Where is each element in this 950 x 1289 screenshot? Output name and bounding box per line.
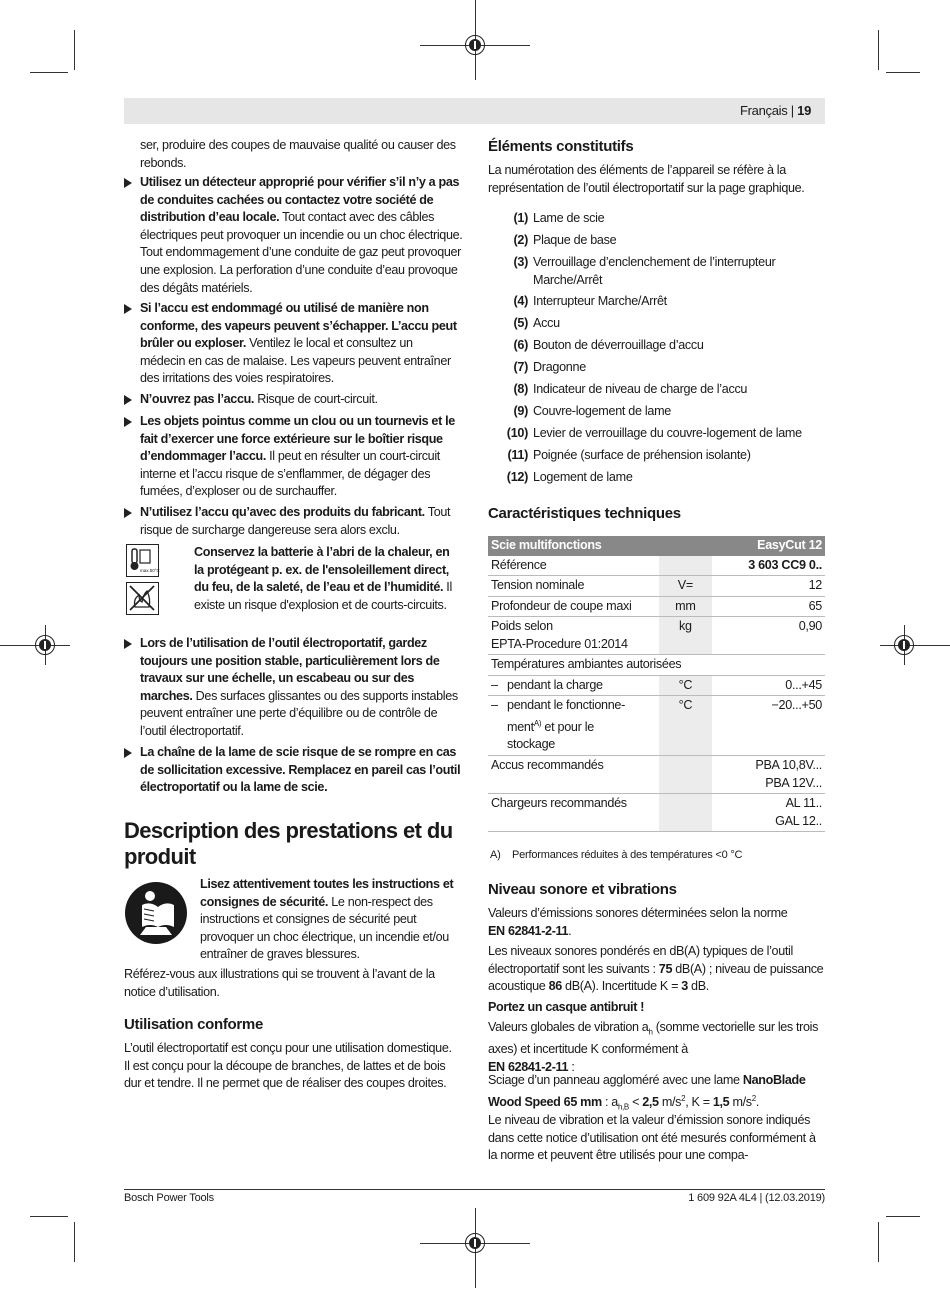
table-row: Référence 3 603 CC9 0..	[488, 556, 825, 576]
header-bar	[124, 98, 825, 124]
table-row: Poids selon EPTA-Procedure 01:2014 kg 0,90	[488, 617, 825, 655]
table-row: Températures ambiantes autorisées	[488, 655, 825, 676]
no-fire-water-icon	[126, 582, 159, 615]
bullet-arrow-icon	[124, 178, 132, 188]
tech-specs-table	[488, 536, 825, 832]
bullet-arrow-icon	[124, 508, 132, 518]
paragraph: Les niveaux sonores pondérés en dB(A) typiques de l’outil électroportatif sont les suivants : 75 dB(A) ; niveau de puissance acoustique 86 dB(A). Incertitude K = 3 dB.	[488, 944, 824, 994]
safety-bullet: La chaîne de la lame de scie risque de se rompre en cas de sollicitation excessive. Remplacez en pareil cas l’outil électroportatif ou la lame de scie.	[140, 745, 461, 795]
table-row: – pendant la charge °C 0...+45	[488, 675, 825, 696]
safety-bullet: Si l’accu est endommagé ou utilisé de manière non conforme, des vapeurs peuvent s’échapper. L’accu peut brûler ou exploser. Ventilez le local et consultez un médecin en cas de malaise. Les vapeurs peuvent entraîner des irritations des voies respiratoires.	[140, 301, 457, 386]
section-heading: Caractéristiques techniques	[488, 505, 681, 522]
read-manual-icon	[124, 881, 188, 945]
temperature-warning-icon	[126, 544, 159, 577]
safety-bullet: N’ouvrez pas l’accu. Risque de court-circuit.	[140, 392, 378, 406]
list-item: (9) Couvre-logement de lame	[513, 404, 672, 418]
bullet-arrow-icon	[124, 395, 132, 405]
crop-mark	[878, 1222, 879, 1262]
list-item: (10) Levier de verrouillage du couvre-logement de lame	[506, 426, 802, 440]
section-heading: Éléments constitutifs	[488, 138, 634, 155]
footer-brand: Bosch Power Tools	[124, 1192, 214, 1204]
crop-mark	[30, 1216, 68, 1217]
header-separator: |	[790, 103, 794, 118]
crop-mark	[886, 72, 920, 73]
continued-text: ser, produire des coupes de mauvaise qualité ou causer des rebonds.	[140, 138, 456, 170]
paragraph: La numérotation des éléments de l’appareil se réfère à la représentation de l’outil électroportatif sur la page graphique.	[488, 163, 805, 195]
header-language: Français	[740, 103, 788, 118]
crop-mark	[30, 72, 68, 73]
registration-target-icon	[35, 635, 55, 655]
bullet-arrow-icon	[124, 639, 132, 649]
safety-bullet: Lors de l’utilisation de l’outil électroportatif, gardez toujours une position stable, particulièrement lors de travaux sur une échelle, un escabeau ou sur des marches. Des surfaces glissantes ou des supports instables peuvent entraîner une perte d’équilibre ou de contrôle de l’outil électroportatif.	[140, 636, 458, 738]
paragraph: Portez un casque antibruit !	[488, 1000, 645, 1014]
safety-bullet: Les objets pointus comme un clou ou un tournevis et le fait d’exercer une force extérieure sur le boîtier risque d’endommager l’accu. Il peut en résulter un court-circuit interne et l’accu risque de s’enflammer, de dégager des fumées, d’exploser ou de surchauffer.	[140, 414, 455, 499]
registration-target-icon	[465, 1233, 485, 1253]
table-footnote: A) Performances réduites à des températures <0 °C	[490, 849, 743, 861]
list-item: (7) Dragonne	[513, 360, 586, 374]
page-number: 19	[797, 103, 812, 118]
registration-target-icon	[465, 35, 485, 55]
list-item: (8) Indicateur de niveau de charge de l’accu	[513, 382, 748, 396]
list-item: (3) Verrouillage d’enclenchement de l’interrupteur Marche/Arrêt	[513, 255, 776, 287]
crop-mark	[878, 30, 879, 70]
crop-mark	[74, 30, 75, 70]
temp-icon-label: max.50°C	[140, 568, 160, 573]
section-heading: Niveau sonore et vibrations	[488, 881, 677, 898]
table-row: Chargeurs recommandés AL 11.. GAL 12..	[488, 794, 825, 832]
safety-bullet: N’utilisez l’accu qu’avec des produits du fabricant. Tout risque de surcharge dangereuse sera alors exclu.	[140, 505, 451, 537]
table-header-cell: EasyCut 12	[712, 536, 825, 556]
footer-rule	[124, 1189, 825, 1190]
table-row: Profondeur de coupe maxi mm 65	[488, 596, 825, 617]
section-heading: Utilisation conforme	[124, 1016, 264, 1033]
section-title: Description des prestations et du produit	[124, 818, 453, 869]
list-item: (6) Bouton de déverrouillage d’accu	[513, 338, 704, 352]
footer-doc-code: 1 609 92A 4L4 | (12.03.2019)	[688, 1192, 825, 1204]
paragraph: L’outil électroportatif est conçu pour une utilisation domestique. Il est conçu pour la découpe de branches, de lattes et de bois dur et tendre. Il ne permet que de réaliser des coupes droites.	[124, 1041, 452, 1091]
crop-mark	[74, 1222, 75, 1262]
list-item: (4) Interrupteur Marche/Arrêt	[513, 294, 667, 308]
elements-list	[496, 210, 803, 491]
list-item: (2) Plaque de base	[513, 233, 617, 247]
table-row: Tension nominale V= 12	[488, 576, 825, 597]
registration-target-icon	[894, 635, 914, 655]
bullet-arrow-icon	[124, 304, 132, 314]
page-header	[740, 103, 811, 118]
table-row	[488, 536, 825, 556]
read-instructions-text: Lisez attentivement toutes les instructions et consignes de sécurité. Le non-respect des instructions et consignes de sécurité peut provoquer un choc électrique, un incendie et/ou entraîner de graves blessures.	[200, 877, 454, 962]
paragraph: Valeurs d’émissions sonores déterminées selon la norme EN 62841-2-11.	[488, 906, 788, 938]
list-item: (5) Accu	[513, 316, 560, 330]
list-item: (11) Poignée (surface de préhension isolante)	[507, 448, 751, 462]
list-item: (12) Logement de lame	[506, 470, 633, 484]
crop-mark	[880, 645, 950, 646]
bullet-arrow-icon	[124, 417, 132, 427]
paragraph: Référez-vous aux illustrations qui se trouvent à l’avant de la notice d’utilisation.	[124, 967, 435, 999]
heat-warning-text: Conservez la batterie à l’abri de la chaleur, en la protégeant p. ex. de l'ensoleillement direct, du feu, de la saleté, de l’eau et de l’humidité. Il existe un risque d'explosion et de courts-circuits.	[194, 545, 452, 612]
safety-bullet: Utilisez un détecteur approprié pour vérifier s’il n’y a pas de conduites cachées ou contactez votre société de distribution d’eau locale. Tout contact avec des câbles électriques peut provoquer un incendie ou un choc électrique. Tout endommagement d’une conduite de gaz peut provoquer une explosion. La perforation d’une conduite d’eau provoque des dégâts matériels.	[140, 175, 463, 295]
table-header-cell: Scie multifonctions	[488, 536, 712, 556]
bullet-arrow-icon	[124, 748, 132, 758]
list-item: (1) Lame de scie	[513, 211, 605, 225]
paragraph: Sciage d’un panneau aggloméré avec une lame NanoBlade Wood Speed 65 mm : $a_{h,B} < 2,5$ $m/s^2$, K = 1,5 $m/s^2$.	[488, 1073, 806, 1112]
paragraph: Le niveau de vibration et la valeur d’émission sonore indiqués dans cette notice d’utilisation ont été mesurés conformément à la norme et peuvent être utilisés pour une compa-	[488, 1113, 816, 1163]
paragraph: Valeurs globales de vibration $a_h$ (somme vectorielle sur les trois axes) et incertitude K conformément à EN 62841-2-11 :	[488, 1020, 819, 1074]
table-row: – pendant le fonctionne- ment$^{A)}$ et pour le stockage °C −20...+50	[488, 696, 825, 756]
crop-mark	[886, 1216, 920, 1217]
table-row: Accus recommandés PBA 10,8V... PBA 12V...	[488, 756, 825, 794]
